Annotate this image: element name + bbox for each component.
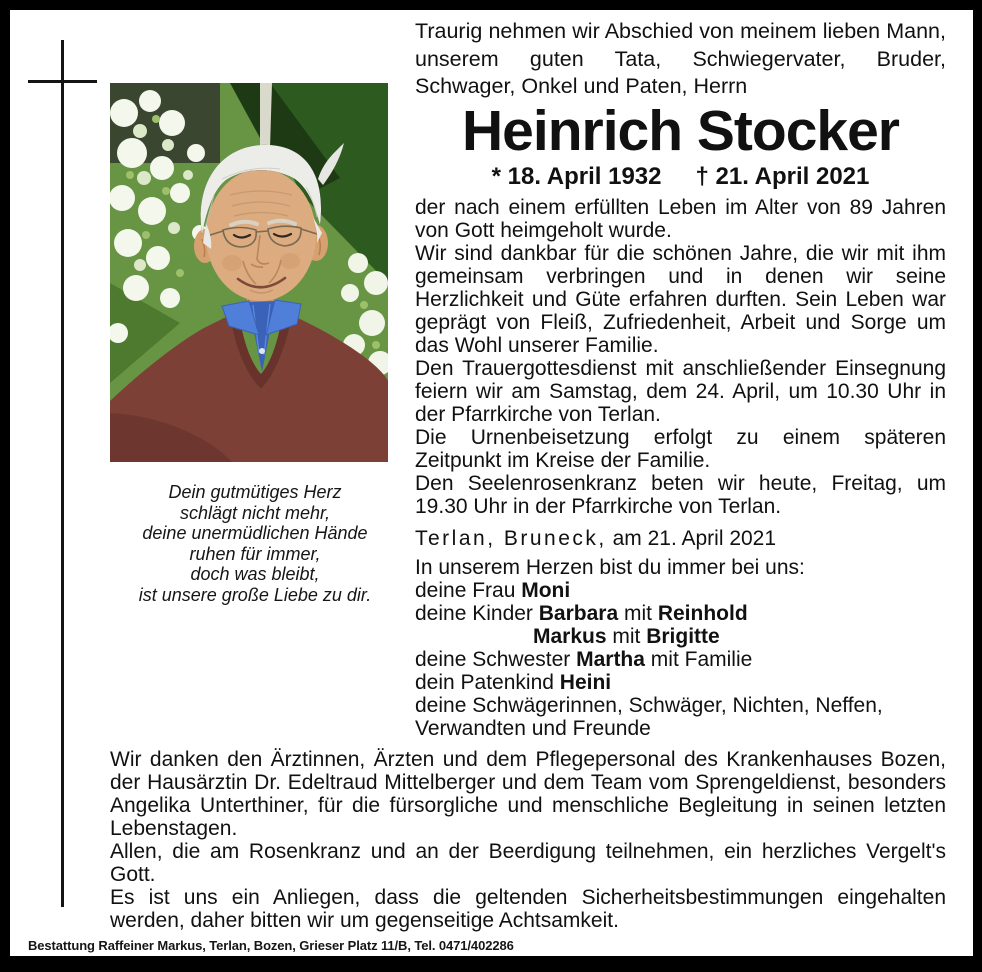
funeral-home-footer: Bestattung Raffeiner Markus, Terlan, Bozen, Grieser Platz 11/B, Tel. 0471/402286 xyxy=(28,938,514,953)
mourners-list xyxy=(415,556,946,740)
page-frame xyxy=(10,10,973,956)
date: am 21. April 2021 xyxy=(612,527,777,550)
announcement-paragraph: Den Trauergottesdienst mit anschließender Einsegnung feiern wir am Samstag, dem 24. April, um 10.30 Uhr in der Pfarrkirche von Terlan. xyxy=(415,357,946,426)
poem-line: deine unermüdlichen Hände xyxy=(142,523,368,543)
mourner-line: Markus mit Brigitte xyxy=(533,625,720,648)
mourner-line: dein Patenkind Heini xyxy=(415,671,612,694)
poem-line: Dein gutmütiges Herz xyxy=(168,482,342,502)
mourners-intro: In unserem Herzen bist du immer bei uns: xyxy=(415,556,805,579)
deceased-name: Heinrich Stocker xyxy=(462,99,899,163)
cross-horizontal-bar xyxy=(28,80,97,83)
portrait-photo xyxy=(110,83,388,462)
announcement-paragraph: Den Seelenrosenkranz beten wir heute, Freitag, um 19.30 Uhr in der Pfarrkirche von Terlan. xyxy=(415,472,946,518)
place-date-line xyxy=(415,527,946,551)
mourner-line: deine Kinder Barbara mit Reinhold xyxy=(415,602,748,625)
intro-paragraph: Traurig nehmen wir Abschied von meinem lieben Mann, unserem guten Tata, Schwiegervater, Bruder, Schwager, Onkel und Paten, Herrn xyxy=(415,19,946,98)
life-dates xyxy=(415,163,946,191)
mourner-line: deine Frau Moni xyxy=(415,579,571,602)
thanks-paragraph: Wir danken den Ärztinnen, Ärzten und dem Pflegepersonal des Krankenhauses Bozen, der Hausärztin Dr. Edeltraud Mittelberger und dem Team vom Sprengeldienst, besonders Angelika Unterthiner, für die fürsorgliche und menschliche Begleitung in seinen letzten Lebenstagen. xyxy=(110,748,946,840)
thanks-paragraph: Es ist uns ein Anliegen, dass die geltenden Sicherheitsbestimmungen eingehalten werden, daher bitten wir um gegenseitige Achtsamkeit. xyxy=(110,886,946,932)
poem-line: schlägt nicht mehr, xyxy=(179,502,331,523)
announcement-text xyxy=(415,196,946,518)
announcement-paragraph: Die Urnenbeisetzung erfolgt zu einem späteren Zeitpunkt im Kreise der Familie. xyxy=(415,426,946,472)
thanks-block xyxy=(110,748,946,932)
thanks-paragraph: Allen, die am Rosenkranz und an der Beerdigung teilnehmen, ein herzliches Vergelt's Gott. xyxy=(110,840,946,886)
mourner-line: deine Schwester Martha mit Familie xyxy=(415,648,753,671)
poem-line: ruhen für immer, xyxy=(189,543,321,564)
announcement-paragraph: Wir sind dankbar für die schönen Jahre, die wir mit ihm gemeinsam verbringen und in denen wir seine Herzlichkeit und Güte erfahren durften. Sein Leben war geprägt von Fleiß, Zufriedenheit, Arbeit und Sorge um das Wohl unserer Familie. xyxy=(415,242,946,357)
birth-date: * 18. April 1932 xyxy=(491,163,662,190)
announcement-paragraph: der nach einem erfüllten Leben im Alter von 89 Jahren von Gott heimgeholt wurde. xyxy=(415,196,946,242)
poem-line: ist unsere große Liebe zu dir. xyxy=(138,584,372,605)
places: Terlan, Bruneck, xyxy=(415,527,607,550)
cross-vertical-bar xyxy=(61,40,64,907)
poem-line: doch was bleibt, xyxy=(190,564,320,584)
mourner-line: deine Schwägerinnen, Schwäger, Nichten, Neffen, Verwandten und Freunde xyxy=(415,694,883,740)
memorial-poem xyxy=(90,482,420,605)
death-date: † 21. April 2021 xyxy=(695,163,870,190)
